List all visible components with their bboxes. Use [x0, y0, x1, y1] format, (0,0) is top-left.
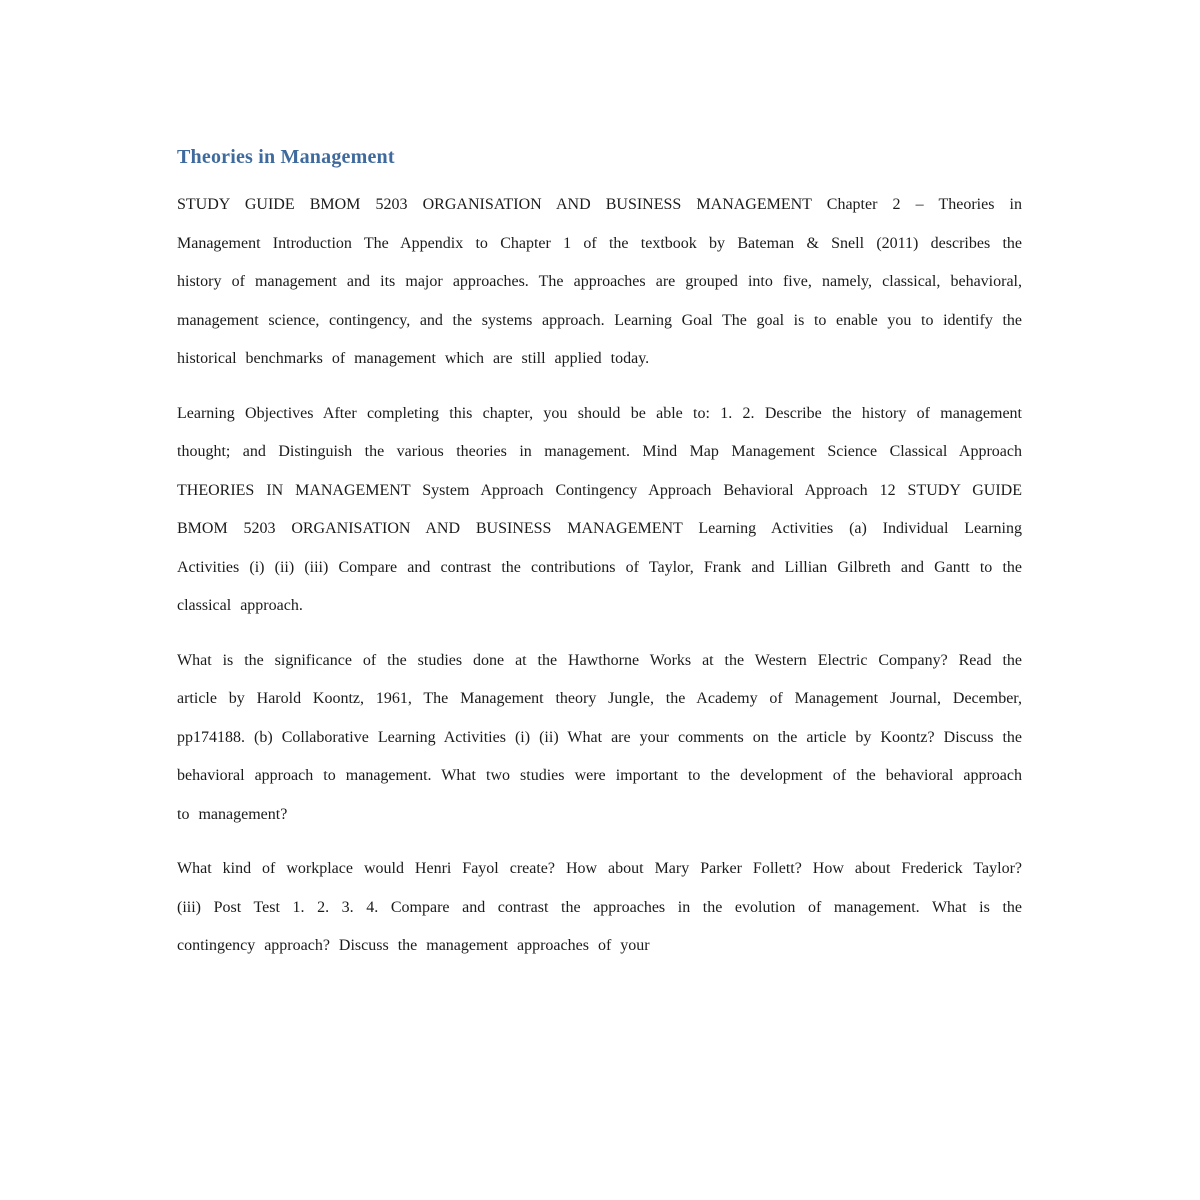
- paragraph-learning-objectives: Learning Objectives After completing this chapter, you should be able to: 1. 2. Describe the history of management thought; and Distinguish the various theories in management. Mind Map Management Science Classical Approach THEORIES IN MANAGEMENT System Approach Contingency Approach Behavioral Approach 12 STUDY GUIDE BMOM 5203 ORGANISATION AND BUSINESS MANAGEMENT Learning Activities (a) Individual Learning Activities (i) (ii) (iii) Compare and contrast the contributions of Taylor, Frank and Lillian Gilbreth and Gantt to the classical approach.: [177, 404, 1022, 614]
- paragraph-collaborative-activities: What is the significance of the studies done at the Hawthorne Works at the Western Electric Company? Read the article by Harold Koontz, 1961, The Management theory Jungle, the Academy of Management Journal, December, pp174188. (b) Collaborative Learning Activities (i) (ii) What are your comments on the article by Koontz? Discuss the behavioral approach to management. What two studies were important to the development of the behavioral approach to management?: [177, 651, 1022, 823]
- page-title: Theories in Management: [177, 146, 395, 168]
- paragraph-post-test: What kind of workplace would Henri Fayol create? How about Mary Parker Follett? How about Frederick Taylor? (iii) Post Test 1. 2. 3. 4. Compare and contrast the approaches in the evolution of management. What is the contingency approach? Discuss the management approaches of your: [177, 860, 1022, 954]
- paragraph-introduction: STUDY GUIDE BMOM 5203 ORGANISATION AND BUSINESS MANAGEMENT Chapter 2 – Theories in Management Introduction The Appendix to Chapter 1 of the textbook by Bateman & Snell (2011) describes the history of management and its major approaches. The approaches are grouped into five, namely, classical, behavioral, management science, contingency, and the systems approach. Learning Goal The goal is to enable you to identify the historical benchmarks of management which are still applied today.: [177, 196, 1022, 367]
